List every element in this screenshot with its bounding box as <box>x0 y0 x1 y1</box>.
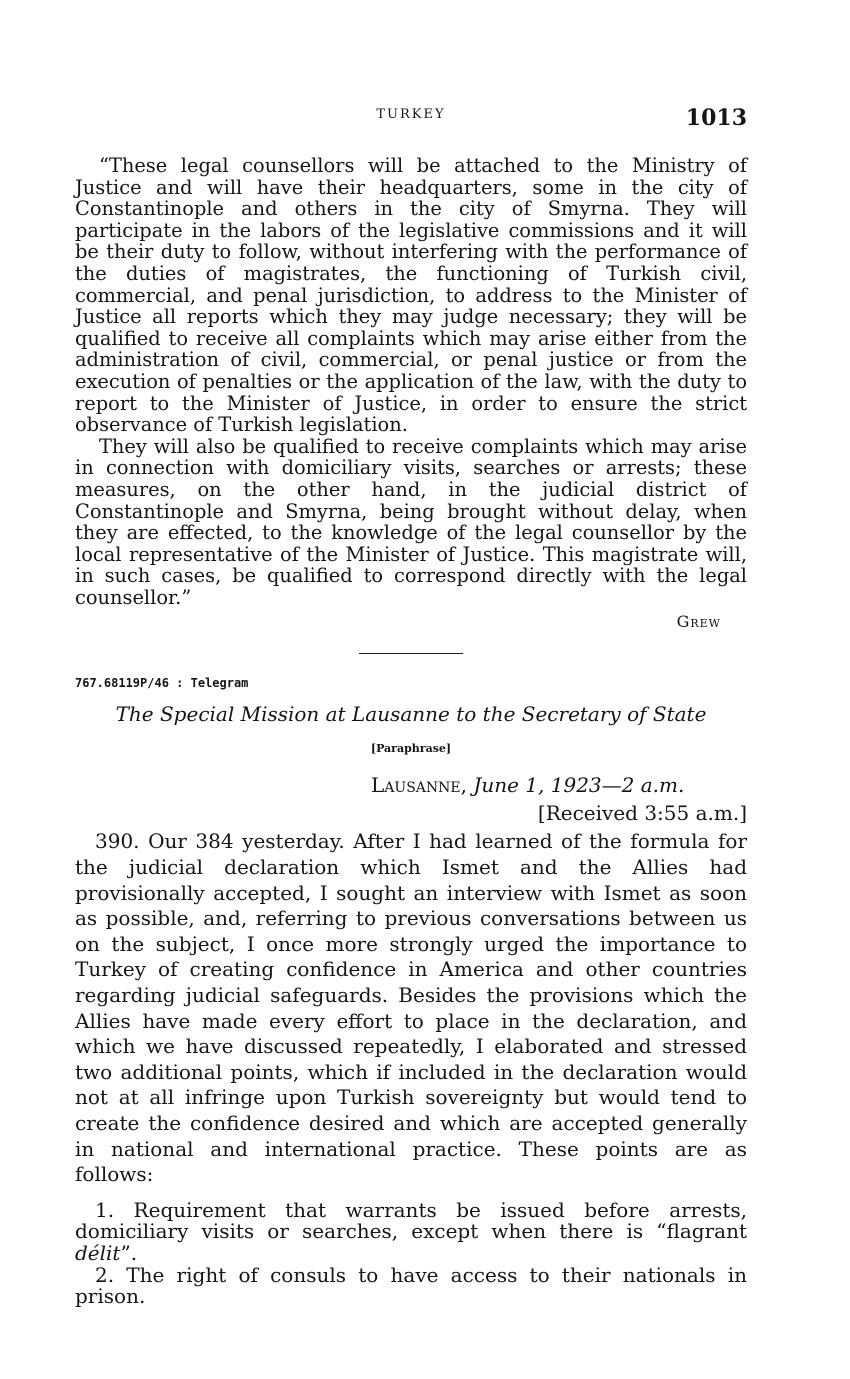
dateline-place: Lausanne, <box>371 773 467 798</box>
document-reference: 767.68119P/46 : Telegram <box>75 676 249 691</box>
list-item-text: 2. The right of consuls to have access to their nationals in prison. <box>75 1262 747 1309</box>
page-header <box>75 105 747 137</box>
list-item <box>75 1262 747 1309</box>
signature: Grew <box>676 612 721 632</box>
document-page <box>75 105 747 1308</box>
quoted-paragraph: They will also be qualified to receive complaints which may arise in connection with domiciliary visits, searches or arrests; these measures, on the other hand, in the judicial district of Constantinople and Smyrna, being brought without delay, when they are effected, to the knowledge of the legal counsellor by the local representative of the Minister of Justice. This magistrate will, in such cases, be qualified to correspond directly with the legal counsellor.” <box>75 434 747 609</box>
quoted-paragraph: “These legal counsellors will be attached to the Ministry of Justice and will have their headquarters, some in the city of Constantinople and others in the city of Smyrna. They will participate in the labors of the legislative commissions and it will be their duty to follow, without interfering with the performance of the duties of magistrates, the functioning of Turkish civil, commercial, and penal jurisdiction, to address to the Minister of Justice all reports which they may judge necessary; they will be qualified to receive all complaints which may arise either from the administration of civil, commercial, or penal justice or from the execution of penalties or the application of the law, with the duty to report to the Minister of Justice, in order to ensure the strict observance of Turkish legislation. <box>75 154 747 437</box>
dateline <box>371 773 747 797</box>
list-item-tail: ”. <box>120 1240 138 1265</box>
paraphrase-note: [Paraphrase] <box>370 742 452 756</box>
section-divider <box>359 653 463 654</box>
list-item-text: 1. Requirement that warrants be issued before arrests, domiciliary visits or searches, except when there is “flagrant <box>75 1197 747 1244</box>
list-item-emphasis: délit <box>75 1240 121 1265</box>
points-list <box>75 1197 747 1309</box>
received-time: [Received 3:55 a.m.] <box>537 801 747 826</box>
dateline-date: June 1, 1923—2 a.m. <box>473 773 685 798</box>
document-title: The Special Mission at Lausanne to the Secretary of State <box>115 702 707 727</box>
running-head: TURKEY <box>376 107 446 122</box>
page-number: 1013 <box>685 105 747 131</box>
list-item <box>75 1197 747 1265</box>
telegram-body: 390. Our 384 yesterday. After I had learned of the formula for the judicial declaration which Ismet and the Allies had provisionally accepted, I sought an interview with Ismet as soon as possible, and, referring to previous conversations between us on the subject, I once more strongly urged the importance to Turkey of creating confidence in America and other countries regarding judicial safeguards. Besides the provisions which the Allies have made every effort to place in the declaration, and which we have discussed repeatedly, I elaborated and stressed two additional points, which if included in the declaration would not at all infringe upon Turkish sovereignty but would tend to create the confidence desired and which are accepted generally in national and international practice. These points are as follows: <box>75 829 747 1187</box>
